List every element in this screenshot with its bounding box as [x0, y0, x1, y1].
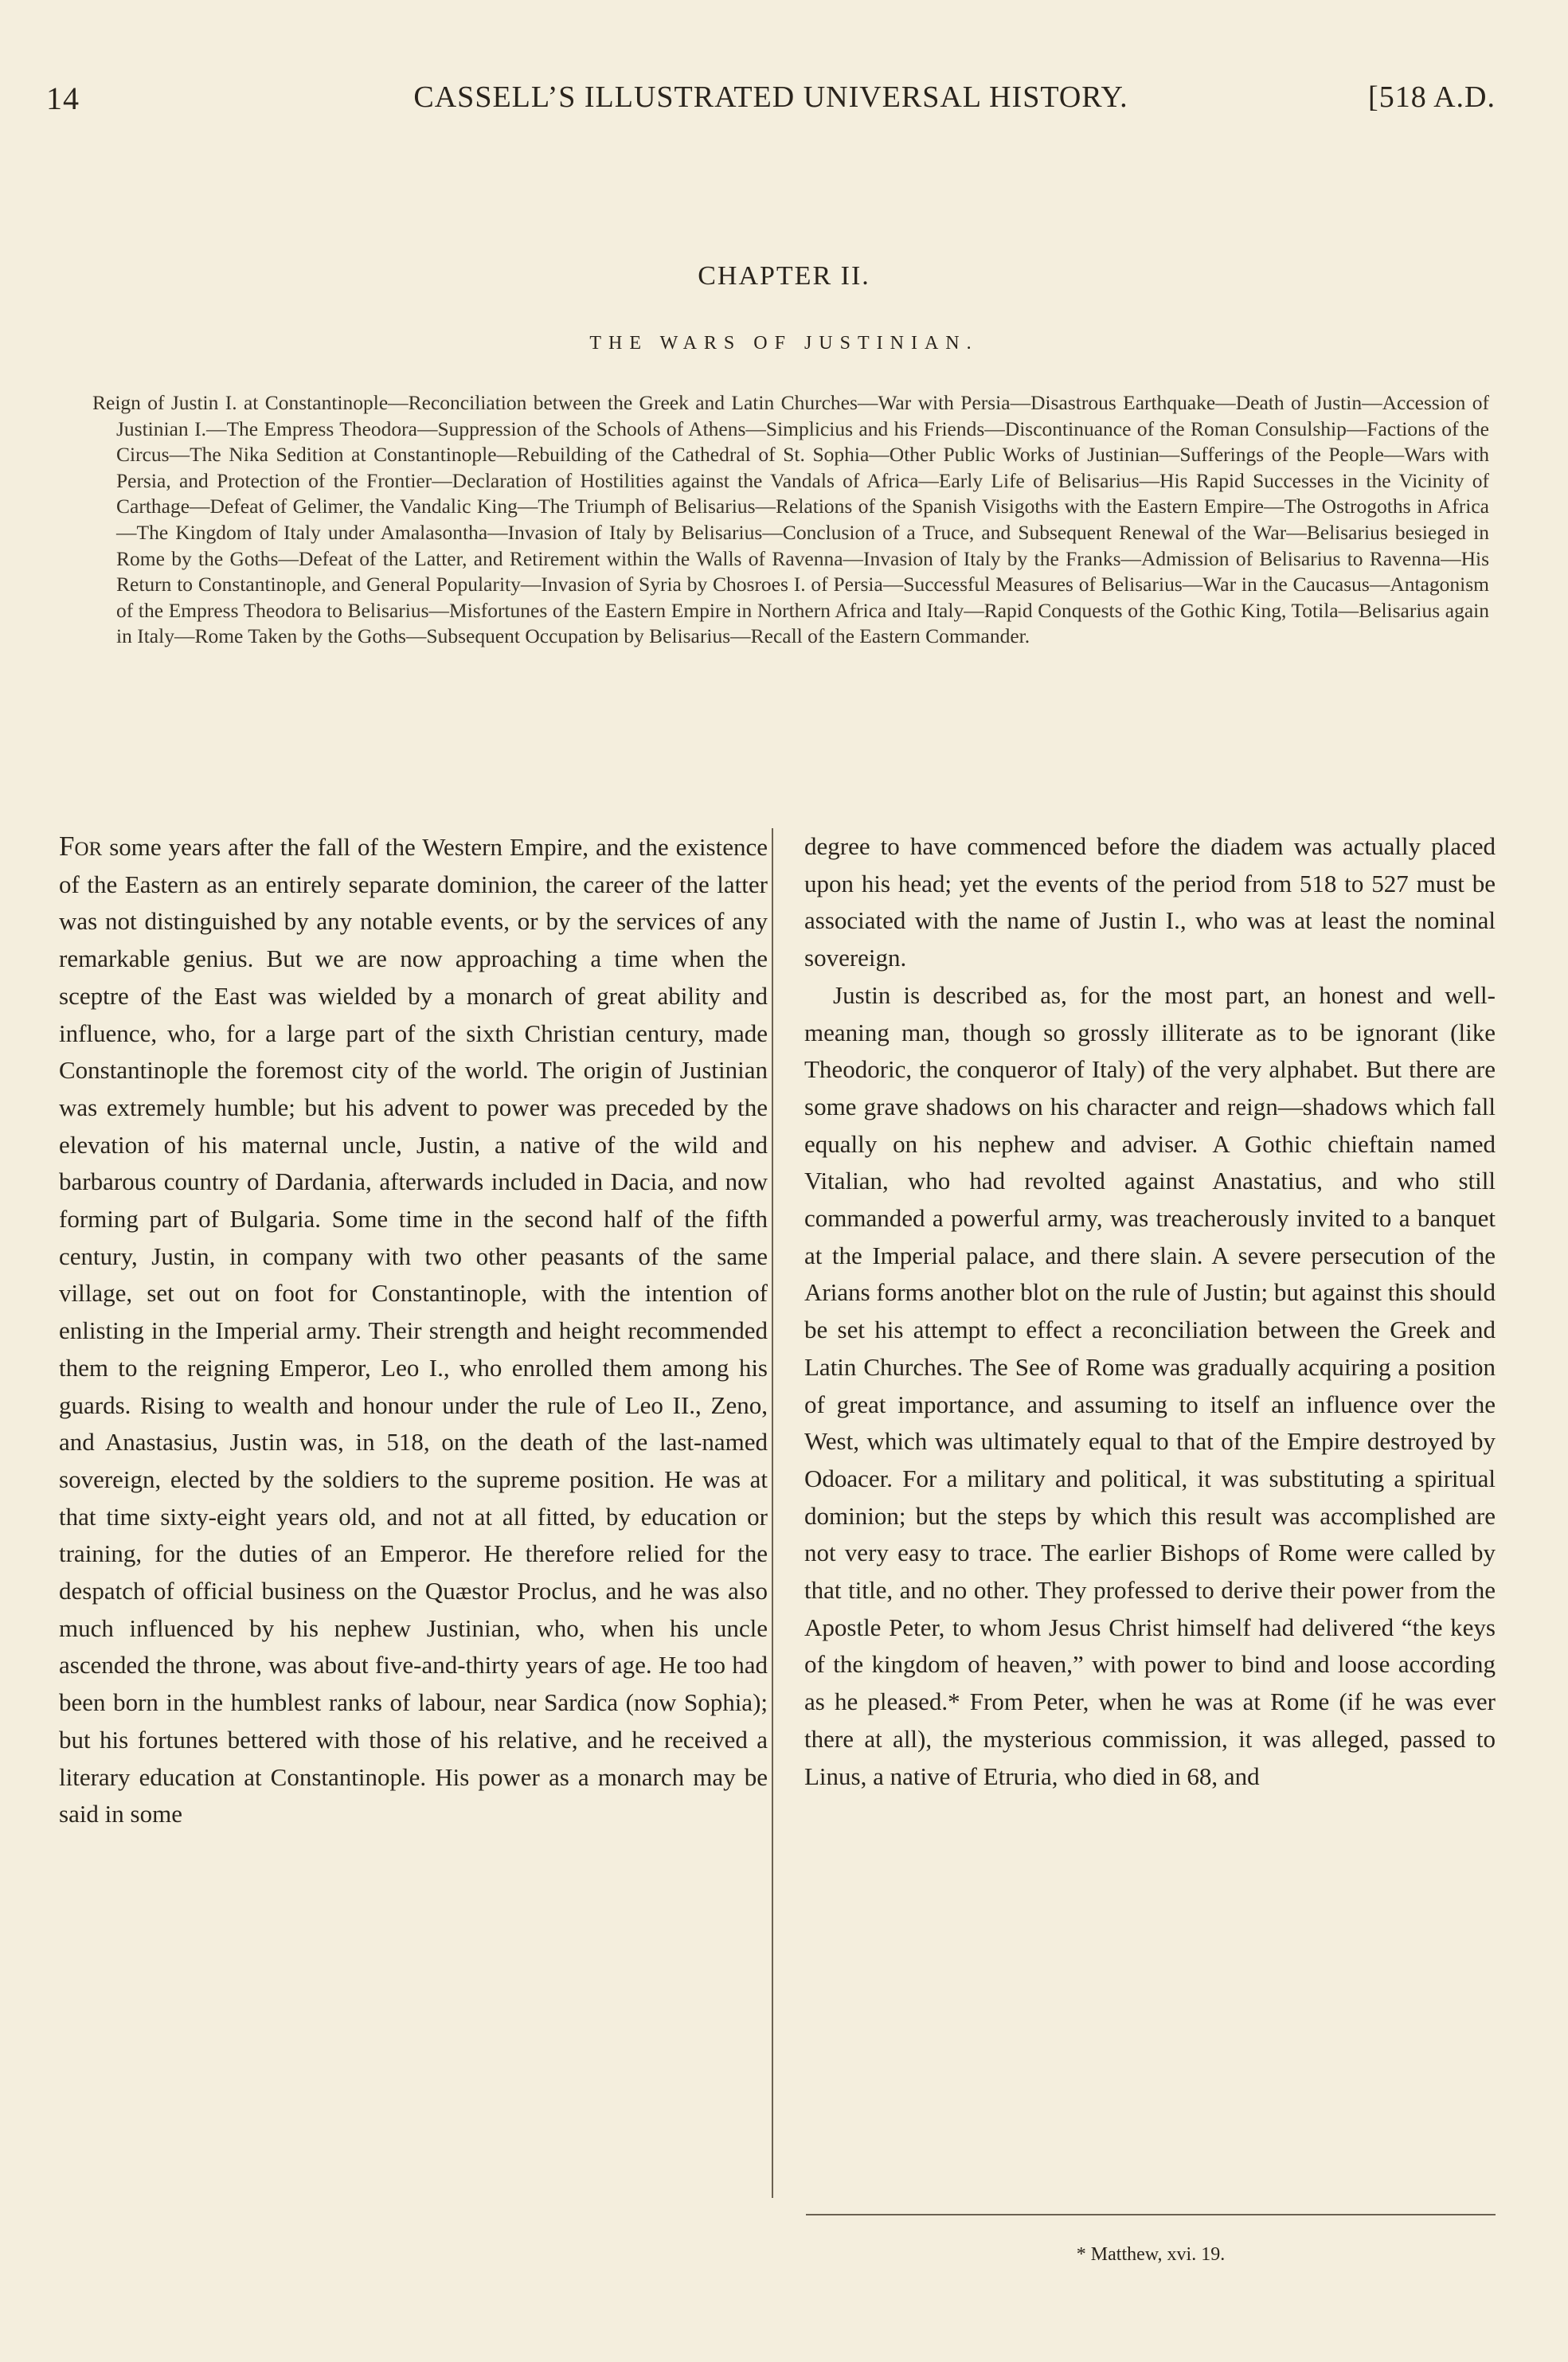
chapter-synopsis: Reign of Justin I. at Constantinople—Reconciliation between the Greek and Latin Churches—War with Persia—Disastrous Earthquake—Death of Justin—Accession of Justinian I.—The Empress Theodora—Suppression of the Schools of Athens—Simplicius and his Friends—Discontinuance of the Roman Consulship—Factions of the Circus—The Nika Sedition at Constantinople—Rebuilding of the Cathedral of St. Sophia—Other Public Works of Justinian—Sufferings of the People—Wars with Persia, and Protection of the Frontier—Declaration of Hostilities against the Vandals of Africa—Early Life of Belisarius—His Rapid Successes in the Vicinity of Carthage—Defeat of Gelimer, the Vandalic King—The Triumph of Belisarius—Relations of the Spanish Visigoths with the Eastern Empire—The Ostrogoths in Africa—The Kingdom of Italy under Amalasontha—Invasion of Italy by Belisarius—Conclusion of a Truce, and Subsequent Renewal of the War—Belisarius besieged in Rome by the Goths—Defeat of the Latter, and Retirement within the Walls of Ravenna—Invasion of Italy by the Franks—Admission of Belisarius to Ravenna—His Return to Constantinople, and General Popularity—Invasion of Syria by Chosroes I. of Persia—Successful Measures of Belisarius—War in the Caucasus—Antagonism of the Empress Theodora to Belisarius—Misfortunes of the Eastern Empire in Northern Africa and Italy—Rapid Conquests of the Gothic King, Totila—Belisarius again in Italy—Rome Taken by the Goths—Subsequent Occupation by Belisarius—Recall of the Eastern Commander. — [92, 391, 1489, 648]
body-paragraph — [59, 828, 768, 1833]
chapter-number: CHAPTER II. — [698, 261, 870, 291]
footnote: * Matthew, xvi. 19. — [1076, 2244, 1226, 2265]
body-paragraph: Justin is described as, for the most part, an honest and well-meaning man, though so grossly illiterate as to be ignorant (like Theodoric, the conqueror of Italy) of the very alphabet. But there are some grave shadows on his character and reign—shadows which fall equally on his nephew and adviser. A Gothic chieftain named Vitalian, who had revolted against Anastatius, and who still commanded a powerful army, was treacherously invited to a banquet at the Imperial palace, and there slain. A severe persecution of the Arians forms another blot on the rule of Justin; but against this should be set his attempt to effect a reconciliation between the Greek and Latin Churches. The See of Rome was gradually acquiring a position of great importance, and assuming to itself an influence over the West, which was ultimately equal to that of the Empire destroyed by Odoacer. For a military and political, it was substituting a spiritual dominion; but the steps by which this result was accomplished are not very easy to trace. The earlier Bishops of Rome were called by that title, and no other. They professed to derive their power from the Apostle Peter, to whom Jesus Christ himself had delivered “the keys of the kingdom of heaven,” with power to bind and loose according as he pleased.* From Peter, when he was at Rome (if he was ever there at all), the mysterious commission, it was alleged, passed to Linus, a native of Etruria, who died in 68, and — [804, 980, 1496, 1790]
left-column-text: some years after the fall of the Western Empire, and the existence of the Eastern as an entirely separate dominion, the career of the latter was not distinguished by any notable events, or by the services of any remarkable genius. But we are now approaching a time when the sceptre of the East was wielded by a monarch of great ability and influence, who, for a large part of the sixth Christian century, made Constantinople the foremost city of the world. The origin of Justinian was extremely humble; but his advent to power was preceded by the elevation of his maternal uncle, Justin, a native of the wild and barbarous country of Dardania, afterwards included in Dacia, and now forming part of Bulgaria. Some time in the second half of the fifth century, Justin, in company with two other peasants of the same village, set out on foot for Constantinople, with the intention of enlisting in the Imperial army. Their strength and height recommended them to the reigning Emperor, Leo I., who enrolled them among his guards. Rising to wealth and honour under the rule of Leo II., Zeno, and Anastasius, Justin was, in 518, on the death of the last-named sovereign, elected by the soldiers to the supreme position. He was at that time sixty-eight years old, and not at all fitted, by education or training, for the duties of an Emperor. He therefore relied for the despatch of official business on the Quæstor Proclus, and he was also much influenced by his nephew Justinian, who, when his uncle ascended the throne, was about five-and-thirty years of age. He too had been born in the humblest ranks of labour, near Sardica (now Sophia); but his fortunes bettered with those of his relative, and he received a literary education at Constantinople. His power as a monarch may be said in some — [59, 833, 768, 1828]
page-number: 14 — [46, 80, 80, 116]
running-date: [518 A.D. — [1368, 80, 1496, 114]
running-title: CASSELL’S ILLUSTRATED UNIVERSAL HISTORY. — [413, 80, 1128, 114]
footnote-divider — [806, 2214, 1496, 2215]
left-column — [59, 828, 768, 1833]
opening-word: For — [59, 831, 103, 862]
right-column — [804, 828, 1496, 1795]
chapter-title: THE WARS OF JUSTINIAN. — [589, 333, 979, 354]
running-header — [46, 80, 1496, 127]
body-paragraph-continued: degree to have commenced before the diadem was actually placed upon his head; yet the events of the period from 518 to 527 must be associated with the name of Justin I., who was at least the nominal sovereign. — [804, 832, 1496, 972]
column-divider — [772, 828, 773, 2198]
